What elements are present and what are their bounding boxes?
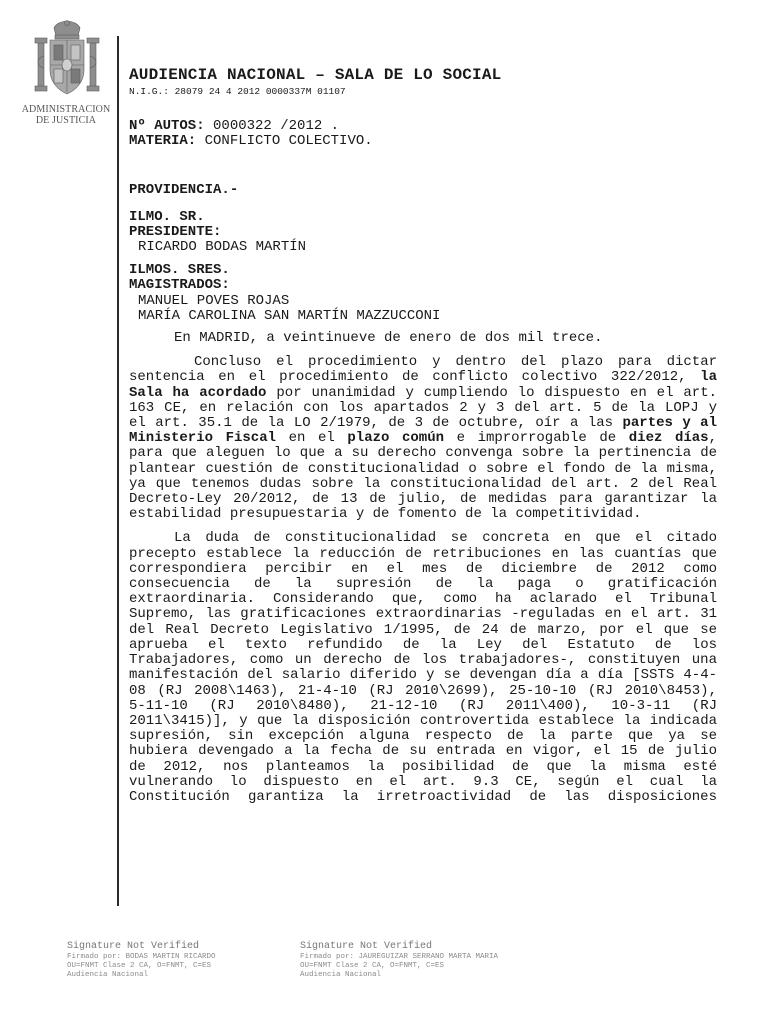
date-line: En MADRID, a veintinueve de enero de dos mil trece.	[174, 330, 603, 347]
signature-certificate: OU=FNMT Clase 2 CA, O=FNMT, C=ES	[300, 962, 445, 970]
court-title: AUDIENCIA NACIONAL – SALA DE LO SOCIAL	[129, 66, 502, 84]
margin-rule	[117, 36, 119, 906]
autos-line	[129, 119, 717, 134]
paragraph-1	[129, 355, 717, 522]
paragraph-1-bold: partes y al Ministerio Fiscal	[129, 415, 717, 447]
signature-status: Signature Not Verified	[67, 941, 200, 952]
president-title-2: PRESIDENTE:	[129, 223, 222, 240]
signature-organization: Audiencia Nacional	[67, 971, 149, 979]
magistrate-name: MANUEL POVES ROJAS	[138, 292, 290, 309]
coat-of-arms-icon	[34, 20, 100, 102]
magistrate-name: MARÍA CAROLINA SAN MARTÍN MAZZUCCONI	[138, 307, 441, 324]
logo-caption	[20, 104, 112, 126]
administracion-de-justicia-logo	[20, 20, 112, 126]
signature-signer: Firmado por: BODAS MARTIN RICARDO	[67, 953, 216, 961]
paragraph-1-bold: plazo común	[347, 430, 444, 447]
signature-organization: Audiencia Nacional	[300, 971, 382, 979]
materia-label: MATERIA:	[129, 133, 197, 150]
paragraph-1-text: Concluso el procedimiento y dentro del plazo para dictar sentencia en el procedimiento de conflicto colectivo 322/2012,	[129, 354, 717, 386]
signature-certificate: OU=FNMT Clase 2 CA, O=FNMT, C=ES	[67, 962, 212, 970]
magistrates-title-1: ILMOS. SRES.	[129, 262, 230, 279]
paragraph-1-bold: diez días	[628, 430, 709, 447]
signature-block-1	[67, 941, 287, 980]
providencia-heading: PROVIDENCIA.-	[129, 182, 239, 199]
signature-status: Signature Not Verified	[300, 941, 433, 952]
paragraph-1-text: por unanimidad y cumpliendo lo dispuesto en el art. 163 CE, en relación con los apartados 2 y 3 del art. 5 de la LOPJ y el art. 35.1 de la LO 2/1979, de 3 de octubre, oír a las	[129, 384, 718, 432]
materia-line	[129, 134, 717, 149]
logo-caption-line-2: DE JUSTICIA	[35, 115, 97, 126]
paragraph-1-bold: la Sala ha acordado	[129, 369, 717, 401]
autos-label: Nº AUTOS:	[129, 118, 205, 134]
paragraph-1-text: e improrrogable de	[444, 430, 629, 447]
signature-signer: Firmado por: JAUREGUIZAR SERRANO MARTA MARIA	[300, 953, 499, 961]
autos-value: 0000322 /2012 .	[204, 118, 340, 134]
president-name: RICARDO BODAS MARTÍN	[138, 239, 307, 256]
president-title-1: ILMO. SR.	[129, 208, 205, 225]
magistrates-title-2: MAGISTRADOS:	[129, 277, 230, 294]
logo-caption-line-1: ADMINISTRACION	[21, 104, 111, 115]
nig-number: N.I.G.: 28079 24 4 2012 0000337M 01107	[129, 86, 346, 97]
signature-block-2	[300, 941, 520, 980]
paragraph-1-text: en el	[276, 430, 348, 447]
paragraph-2	[129, 531, 717, 805]
materia-value: CONFLICTO COLECTIVO.	[196, 133, 373, 150]
document-body	[129, 66, 717, 805]
paragraph-1-text: , para que aleguen lo que a su derecho convenga sobre la pertinencia de plantear cuestión de constitucionalidad o sobre el fondo de la misma, ya que tenemos dudas sobre la constitucionalidad del art. 2 del Real Decreto-Ley 20/2012, de 13 de julio, de medidas para garantizar la estabilidad presupuestaria y de fomento de la competitividad.	[129, 430, 717, 523]
paragraph-2-text: La duda de constitucionalidad se concreta en que el citado precepto establece la reducción de retribuciones en las cuantías que correspondiera percibir en el mes de diciembre de 2012 como consecuencia de la supresión de la paga o gratificación extraordinaria. Considerando que, como ha aclarado el Tribunal Supremo, las gratificaciones extraordinarias -reguladas en el art. 31 del Real Decreto Legislativo 1/1995, de 24 de marzo, por el que se aprueba el texto refundido de la Ley del Estatuto de los Trabajadores, como un derecho de los trabajadores-, constituyen una manifestación del salario diferido y se devengan día a día [SSTS 4-4-08 (RJ 2008\1463), 21-4-10 (RJ 2010\2699), 25-10-10 (RJ 2010\8453), 5-11-10 (RJ 2010\8480), 21-12-10 (RJ 2011\400), 10-3-11 (RJ 2011\3415)], y que la disposición controvertida establece la indicada supresión, sin excepción alguna respecto de la parte que ya se hubiera devengado a la fecha de su entrada en vigor, el 15 de julio de 2012, nos planteamos la posibilidad de que la misma esté vulnerando lo dispuesto en el art. 9.3 CE, según el cual la Constitución garantiza la irretroactividad de las disposiciones	[129, 530, 717, 805]
